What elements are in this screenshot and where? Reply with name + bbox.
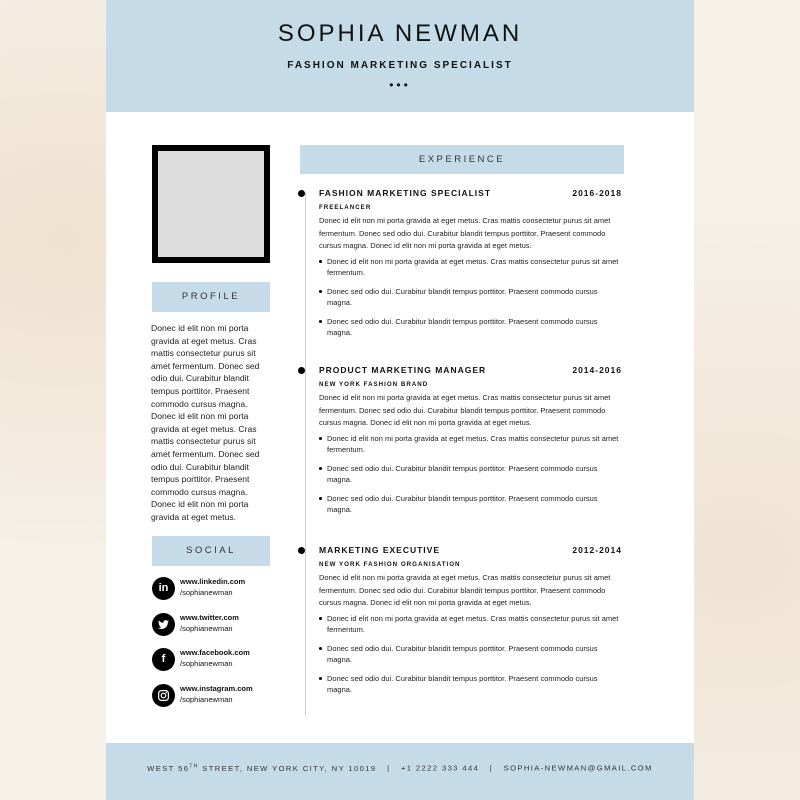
job-description: Donec id elit non mi porta gravida at eget metus. Cras mattis consectetur purus sit amet fermentum. Donec sed odio dui. Curabitur blandit tempus porttitor. Praesent commodo cursus magna. Donec id elit non mi porta gravida at eget metus. (319, 573, 611, 607)
separator: | (489, 763, 494, 773)
photo-placeholder (152, 145, 270, 263)
social-handle: /sophianewman (180, 588, 233, 597)
job-description: Donec id elit non mi porta gravida at eget metus. Cras mattis consectetur purus sit amet fermentum. Donec sed odio dui. Curabitur blandit tempus porttitor. Praesent commodo cursus magna. Donec id elit non mi porta gravida at eget metus. (319, 216, 611, 250)
email-address[interactable]: SOPHIA-NEWMAN@GMAIL.COM (503, 763, 653, 773)
social-site[interactable]: www.twitter.com (180, 613, 239, 622)
social-site[interactable]: www.linkedin.com (180, 577, 246, 586)
phone-number[interactable]: +1 2222 333 444 (400, 763, 480, 773)
resume-page (106, 0, 694, 800)
job-company: FREELANCER (319, 204, 372, 211)
linkedin-icon: in (152, 577, 175, 600)
social-handle: /sophianewman (180, 695, 233, 704)
list-item: Donec sed odio dui. Curabitur blandit tempus porttitor. Praesent commodo cursus magna. (319, 673, 623, 695)
contact-line (106, 763, 694, 773)
social-site[interactable]: www.instagram.com (180, 684, 253, 693)
job-bullets (319, 256, 623, 346)
job-description: Donec id elit non mi porta gravida at eget metus. Cras mattis consectetur purus sit amet fermentum. Donec sed odio dui. Curabitur blandit tempus porttitor. Praesent commodo cursus magna. Donec id elit non mi porta gravida at eget metus. (319, 393, 611, 427)
decorative-dots: ••• (389, 78, 411, 92)
resume-name: SOPHIA NEWMAN (277, 20, 523, 47)
address: WEST 56TH STREET, NEW YORK CITY, NY 10019 (147, 763, 377, 773)
list-item: Donec id elit non mi porta gravida at eget metus. Cras mattis consectetur purus sit amet fermentum. (319, 256, 623, 278)
experience-entry (298, 545, 628, 705)
footer-band (106, 743, 694, 800)
list-item: Donec sed odio dui. Curabitur blandit tempus porttitor. Praesent commodo cursus magna. (319, 463, 623, 485)
twitter-icon (152, 613, 175, 636)
list-item: Donec sed odio dui. Curabitur blandit tempus porttitor. Praesent commodo cursus magna. (319, 643, 623, 665)
separator: | (387, 763, 391, 773)
experience-entry (298, 365, 628, 525)
social-handle: /sophianewman (180, 624, 233, 633)
experience-entry (298, 188, 628, 348)
job-title: MARKETING EXECUTIVE (319, 545, 441, 555)
profile-text: Donec id elit non mi porta gravida at eget metus. Cras mattis consectetur purus sit amet fermentum. Donec sed odio dui. Curabitur blandit tempus porttitor. Praesent commodo cursus magna. Donec id elit non mi porta gravida at eget metus. Cras mattis consectetur purus sit amet fermentum. Donec sed odio dui. Curabitur blandit tempus porttitor. Praesent commodo cursus magna. Donec id elit non mi porta gravida at eget metus. (151, 323, 260, 522)
list-item: Donec sed odio dui. Curabitur blandit tempus porttitor. Praesent commodo cursus magna. (319, 286, 623, 308)
job-years: 2016-2018 (572, 188, 622, 198)
social-handle: /sophianewman (180, 659, 233, 668)
timeline-dot (298, 190, 305, 197)
job-title: PRODUCT MARKETING MANAGER (319, 365, 487, 375)
job-bullets (319, 433, 623, 523)
list-item: Donec id elit non mi porta gravida at eget metus. Cras mattis consectetur purus sit amet fermentum. (319, 613, 623, 635)
job-title: FASHION MARKETING SPECIALIST (319, 188, 492, 198)
job-years: 2012-2014 (572, 545, 622, 555)
facebook-icon: f (152, 648, 175, 671)
header-band (106, 0, 694, 112)
list-item: Donec id elit non mi porta gravida at eget metus. Cras mattis consectetur purus sit amet fermentum. (319, 433, 623, 455)
job-years: 2014-2016 (572, 365, 622, 375)
profile-heading: PROFILE (152, 282, 270, 312)
list-item: Donec sed odio dui. Curabitur blandit tempus porttitor. Praesent commodo cursus magna. (319, 316, 623, 338)
job-company: NEW YORK FASHION BRAND (319, 381, 429, 388)
job-company: NEW YORK FASHION ORGANISATION (319, 561, 461, 568)
timeline-dot (298, 547, 305, 554)
list-item: Donec sed odio dui. Curabitur blandit tempus porttitor. Praesent commodo cursus magna. (319, 493, 623, 515)
experience-heading: EXPERIENCE (300, 145, 624, 174)
social-site[interactable]: www.facebook.com (180, 648, 250, 657)
timeline-dot (298, 367, 305, 374)
social-heading: SOCIAL (152, 536, 270, 566)
instagram-icon (152, 684, 175, 707)
resume-subtitle: FASHION MARKETING SPECIALIST (287, 60, 513, 71)
job-bullets (319, 613, 623, 703)
